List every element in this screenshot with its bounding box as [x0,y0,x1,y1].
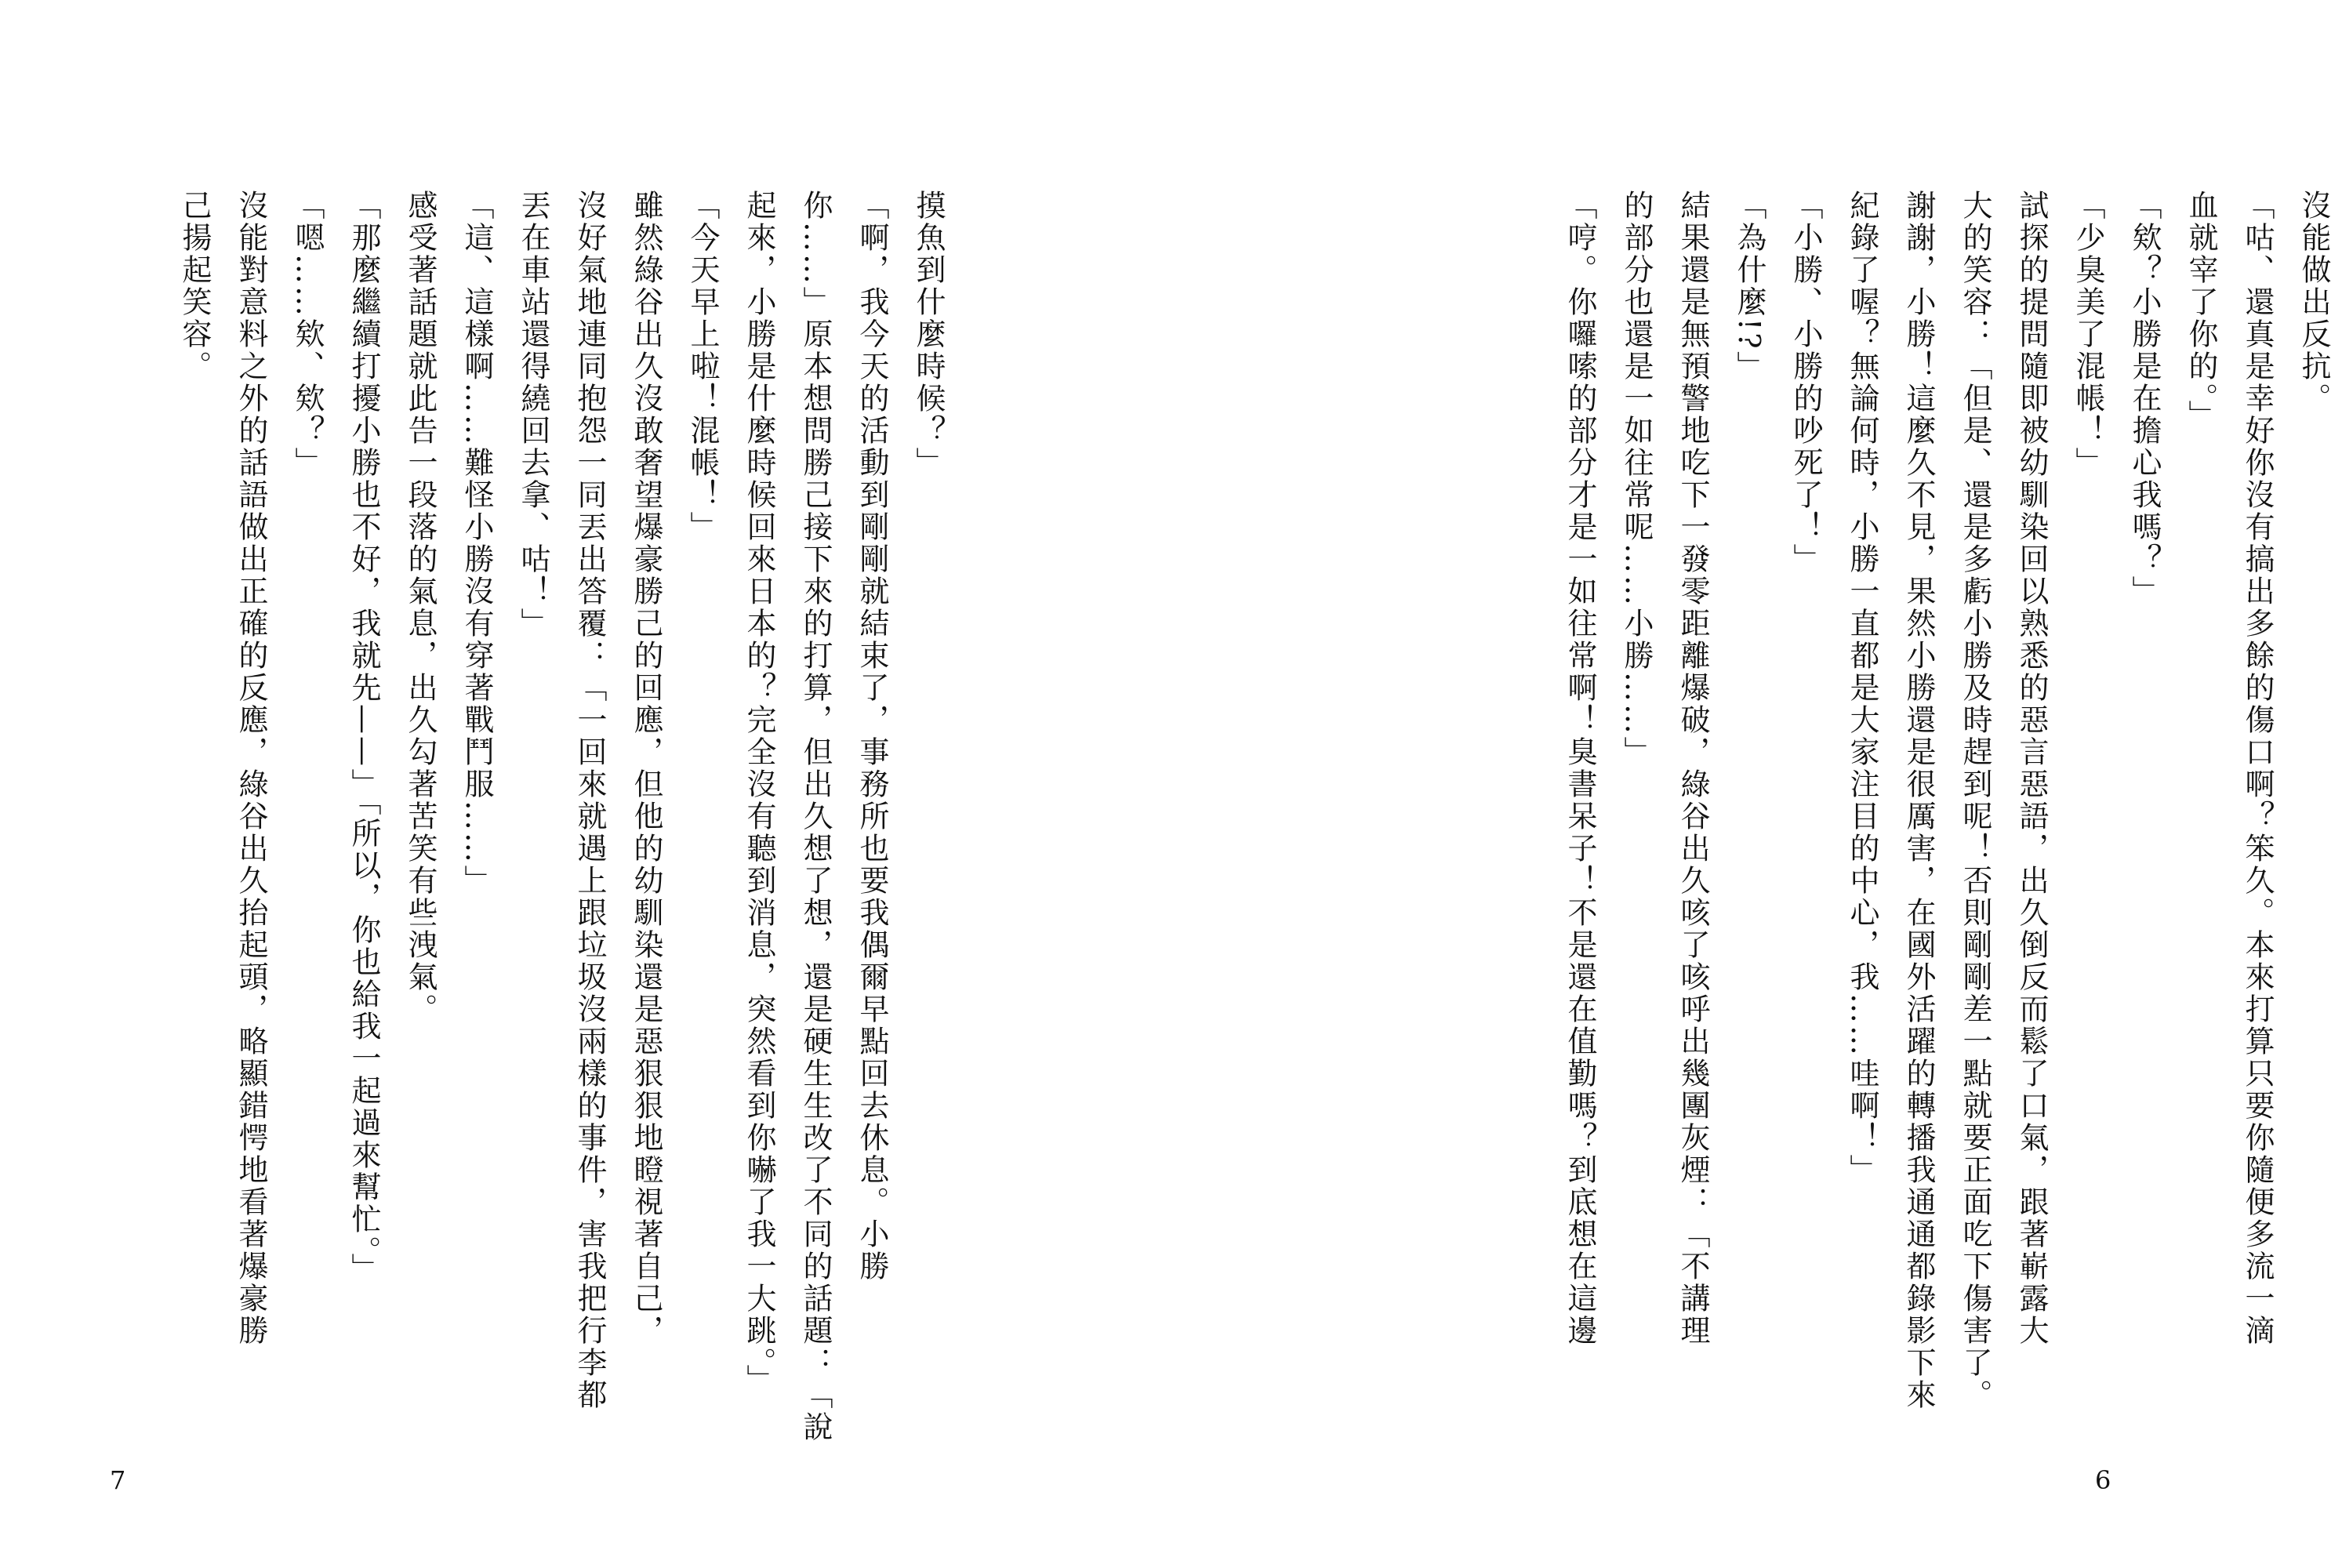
page-number-left: 7 [110,1465,126,1495]
text-line: 沒能做出反抗。 [2297,190,2331,415]
text-line: 的部分也還是一如往常呢……小勝……」 [1619,190,1654,768]
text-line: 摸魚到什麼時候？」 [911,190,946,479]
text-line: 「小勝、小勝的吵死了！」 [1788,190,1823,575]
text-line: 己揚起笑容。 [177,190,212,383]
text-line: 血就宰了你的。」 [2184,190,2218,432]
text-line: 結果還是無預警地吃下一發零距離爆破，綠谷出久咳了咳呼出幾團灰煙：「不講理 [1676,190,1710,1347]
text-line: 試探的提問隨即被幼馴染回以熟悉的惡言惡語，出久倒反而鬆了口氣，跟著嶄露大 [2014,190,2049,1347]
right-page [1103,0,2331,1568]
text-line: 「欸？小勝是在擔心我嗎？」 [2127,190,2162,608]
text-line: 「那麼繼續打擾小勝也不好，我就先——」「所以，你也給我一起過來幫忙。」 [347,190,381,1285]
left-page [0,0,1102,1568]
left-page-text [165,190,957,1443]
text-line: 紀錄了喔？無論何時，小勝一直都是大家注目的中心，我……哇啊！」 [1845,190,1879,1186]
text-line: 「嗯……欸、欸？」 [290,190,325,479]
text-line: 丟在車站還得繞回去拿、咕！」 [516,190,550,640]
text-line: 沒好氣地連同抱怨一同丟出答覆：「一回來就遇上跟垃圾沒兩樣的事件，害我把行李都 [572,190,607,1411]
text-line: 「少臭美了混帳！」 [2071,190,2105,479]
text-line: 「啊，我今天的活動到剛剛就結束了，事務所也要我偶爾早點回去休息。小勝 [855,190,889,1283]
text-line: 你……」原本想問勝己接下來的打算，但出久想了想，還是硬生生改了不同的話題：「說 [798,190,833,1443]
text-line: 謝謝，小勝！這麼久不見，果然小勝還是很厲害，在國外活躍的轉播我通通都錄影下來 [1901,190,1936,1411]
text-line: 「哼。你囉嗦的部分才是一如往常啊！臭書呆子！不是還在值勤嗎？到底想在這邊 [1563,190,1597,1347]
text-line: 「這、這樣啊……難怪小勝沒有穿著戰鬥服……」 [459,190,494,897]
text-line: 「咕、還真是幸好你沒有搞出多餘的傷口啊？笨久。本來打算只要你隨便多流一滴 [2240,190,2275,1347]
text-line: 雖然綠谷出久沒敢奢望爆豪勝己的回應，但他的幼馴染還是惡狠狠地瞪視著自己， [629,190,663,1347]
text-line: 起來，小勝是什麼時候回來日本的？完全沒有聽到消息，突然看到你嚇了我一大跳。」 [742,190,776,1396]
text-line: 大的笑容：「但是、還是多虧小勝及時趕到呢！否則剛剛差一點就要正面吃下傷害了。 [1958,190,1992,1411]
text-line: 「為什麼!?」 [1732,190,1766,383]
page-number-right: 6 [2095,1465,2111,1495]
text-line: 感受著話題就此告一段落的氣息，出久勾著苦笑有些洩氣。 [403,190,438,1025]
text-line: 「今天早上啦！混帳！」 [685,190,720,543]
text-line: 沒能對意料之外的話語做出正確的反應，綠谷出久抬起頭，略顯錯愕地看著爆豪勝 [234,190,268,1347]
right-page-text [1291,190,2342,1428]
